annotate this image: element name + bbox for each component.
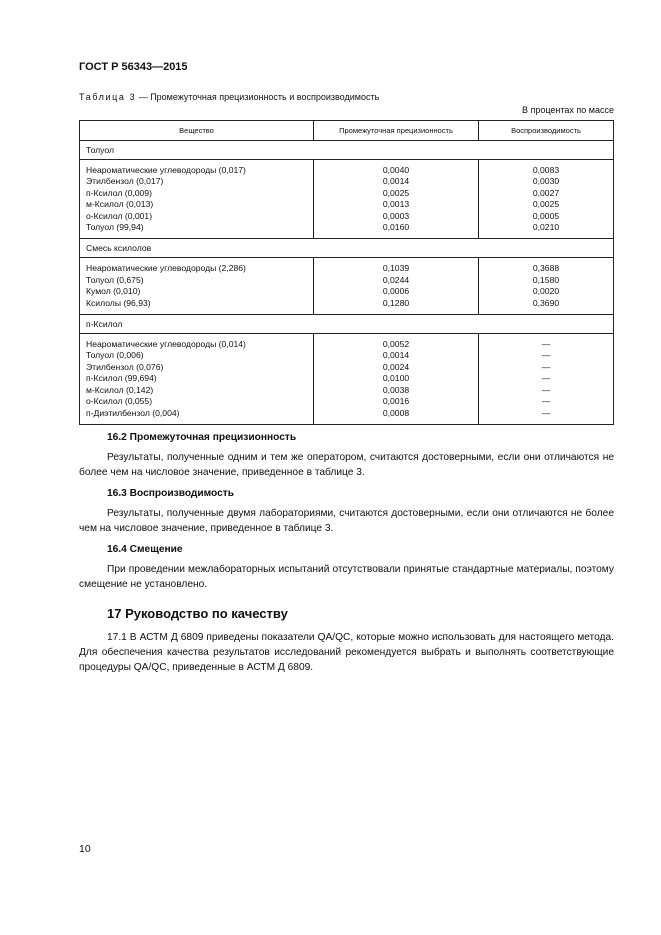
section-17-title: 17 Руководство по качеству: [107, 606, 288, 621]
column-header-intermediate-precision: Промежуточная прецизионность: [314, 121, 479, 141]
section-16-2-text: Результаты, полученные одним и тем же оператором, считаются достоверными, если они отличаются не более чем на числовое значение, приведенное в таблице 3.: [79, 452, 614, 478]
section-16-2-title: 16.2 Промежуточная прецизионность: [107, 432, 297, 443]
intermediate-precision-value: 0,0014: [382, 176, 410, 187]
table-group-values: [80, 334, 614, 425]
section-16-4-text: При проведении межлабораторных испытаний отсутствовали принятые стандартные материалы, поэтому смещение не установлено.: [79, 564, 614, 590]
substance-value: Толуол (0,006): [86, 350, 144, 361]
reproducibility-value: 0,0005: [532, 210, 560, 221]
intermediate-precision-value: 0,1039: [382, 263, 410, 274]
intermediate-precision-value: 0,0014: [382, 350, 410, 361]
substance-value: Неароматические углеводороды (0,017): [86, 165, 246, 175]
section-16-4-title: 16.4 Смещение: [107, 544, 183, 555]
substance-value: м-Ксилол (0,013): [86, 199, 154, 210]
substance-value: Неароматические углеводороды (2,286): [86, 263, 246, 274]
intermediate-precision-value: 0,0013: [382, 199, 410, 210]
substance-cell: [80, 334, 314, 425]
reproducibility-value: —: [541, 339, 551, 350]
reproducibility-value: —: [541, 350, 551, 361]
intermediate-precision-value: 0,0244: [382, 274, 410, 285]
intermediate-precision-value: 0,0038: [382, 384, 410, 395]
intermediate-precision-value: 0,0025: [382, 187, 410, 198]
substance-value: Ксилолы (96,93): [86, 297, 151, 308]
table-units: В процентах по массе: [521, 105, 614, 115]
substance-cell: [80, 160, 314, 239]
reproducibility-value: —: [541, 407, 551, 418]
table-caption: [79, 92, 379, 102]
section-16-3-title: 16.3 Воспроизводимость: [107, 488, 235, 499]
substance-value: о-Ксилол (0,001): [86, 210, 153, 221]
table-group-values: [80, 258, 614, 315]
section-16-3-text: Результаты, полученные двумя лабораториями, считаются достоверными, если они отличаются не более чем на числовое значение, приведенное в таблице 3.: [79, 508, 614, 534]
reproducibility-value: 0,3688: [532, 263, 560, 274]
page-number: 10: [79, 843, 91, 855]
substance-value: Этилбензол (0,017): [86, 176, 164, 187]
intermediate-precision-value: 0,0040: [382, 165, 410, 175]
intermediate-precision-cell: [314, 334, 479, 425]
table-caption-text: — Промежуточная прецизионность и воспроизводимость: [136, 92, 380, 102]
reproducibility-value: 0,0020: [532, 286, 560, 297]
intermediate-precision-value: 0,0160: [382, 222, 410, 233]
intermediate-precision-value: 0,0003: [382, 210, 410, 221]
reproducibility-value: 0,0027: [532, 187, 560, 198]
reproducibility-value: 0,1580: [532, 274, 560, 285]
section-17-text: 17.1 В АСТМ Д 6809 приведены показатели QA/QC, которые можно использовать для настоящего метода. Для обеспечения качества результатов исследований рекомендуется выбрать и выполнять соответствующие процедуры QA/QC, приведенные в АСТМ Д 6809.: [79, 632, 614, 673]
reproducibility-cell: [479, 160, 614, 239]
substance-value: п-Ксилол (0,009): [86, 187, 152, 198]
substance-value: м-Ксилол (0,142): [86, 384, 154, 395]
intermediate-precision-value: 0,0024: [382, 361, 410, 372]
reproducibility-value: 0,0030: [532, 176, 560, 187]
intermediate-precision-value: 0,0100: [382, 373, 410, 384]
reproducibility-cell: [479, 258, 614, 315]
reproducibility-value: 0,0083: [532, 165, 560, 175]
substance-value: Кумол (0,010): [86, 286, 141, 297]
column-header-reproducibility: Воспроизводимость: [479, 121, 614, 141]
intermediate-precision-cell: [314, 160, 479, 239]
reproducibility-value: —: [541, 361, 551, 372]
substance-value: Толуол (0,675): [86, 274, 144, 285]
table-group-title: п-Ксилол: [80, 315, 614, 334]
intermediate-precision-value: 0,0016: [382, 396, 410, 407]
reproducibility-value: 0,0210: [532, 222, 560, 233]
table-caption-label: Таблица 3: [79, 92, 137, 102]
table-group-title: Толуол: [80, 141, 614, 160]
reproducibility-value: —: [541, 396, 551, 407]
reproducibility-value: —: [541, 384, 551, 395]
substance-value: п-Диэтилбензол (0,004): [86, 407, 180, 418]
substance-value: Этилбензол (0,076): [86, 361, 164, 372]
table-group-row: [80, 141, 614, 160]
table-group-values: [80, 160, 614, 239]
reproducibility-value: 0,3690: [532, 297, 560, 308]
precision-table: [79, 120, 614, 425]
table-header-row: [80, 121, 614, 141]
intermediate-precision-cell: [314, 258, 479, 315]
substance-value: Неароматические углеводороды (0,014): [86, 339, 246, 350]
table-group-title: Смесь ксилолов: [80, 239, 614, 258]
intermediate-precision-value: 0,0052: [382, 339, 410, 350]
intermediate-precision-value: 0,0006: [382, 286, 410, 297]
reproducibility-value: 0,0025: [532, 199, 560, 210]
table-group-row: [80, 239, 614, 258]
table-body: [80, 141, 614, 425]
document-id: ГОСТ Р 56343—2015: [79, 61, 188, 73]
substance-cell: [80, 258, 314, 315]
reproducibility-cell: [479, 334, 614, 425]
column-header-substance: Вещество: [80, 121, 314, 141]
substance-value: Толуол (99,94): [86, 222, 144, 233]
intermediate-precision-value: 0,1280: [382, 297, 410, 308]
substance-value: о-Ксилол (0,055): [86, 396, 153, 407]
table-group-row: [80, 315, 614, 334]
reproducibility-value: —: [541, 373, 551, 384]
substance-value: п-Ксилол (99,694): [86, 373, 157, 384]
intermediate-precision-value: 0,0008: [382, 407, 410, 418]
